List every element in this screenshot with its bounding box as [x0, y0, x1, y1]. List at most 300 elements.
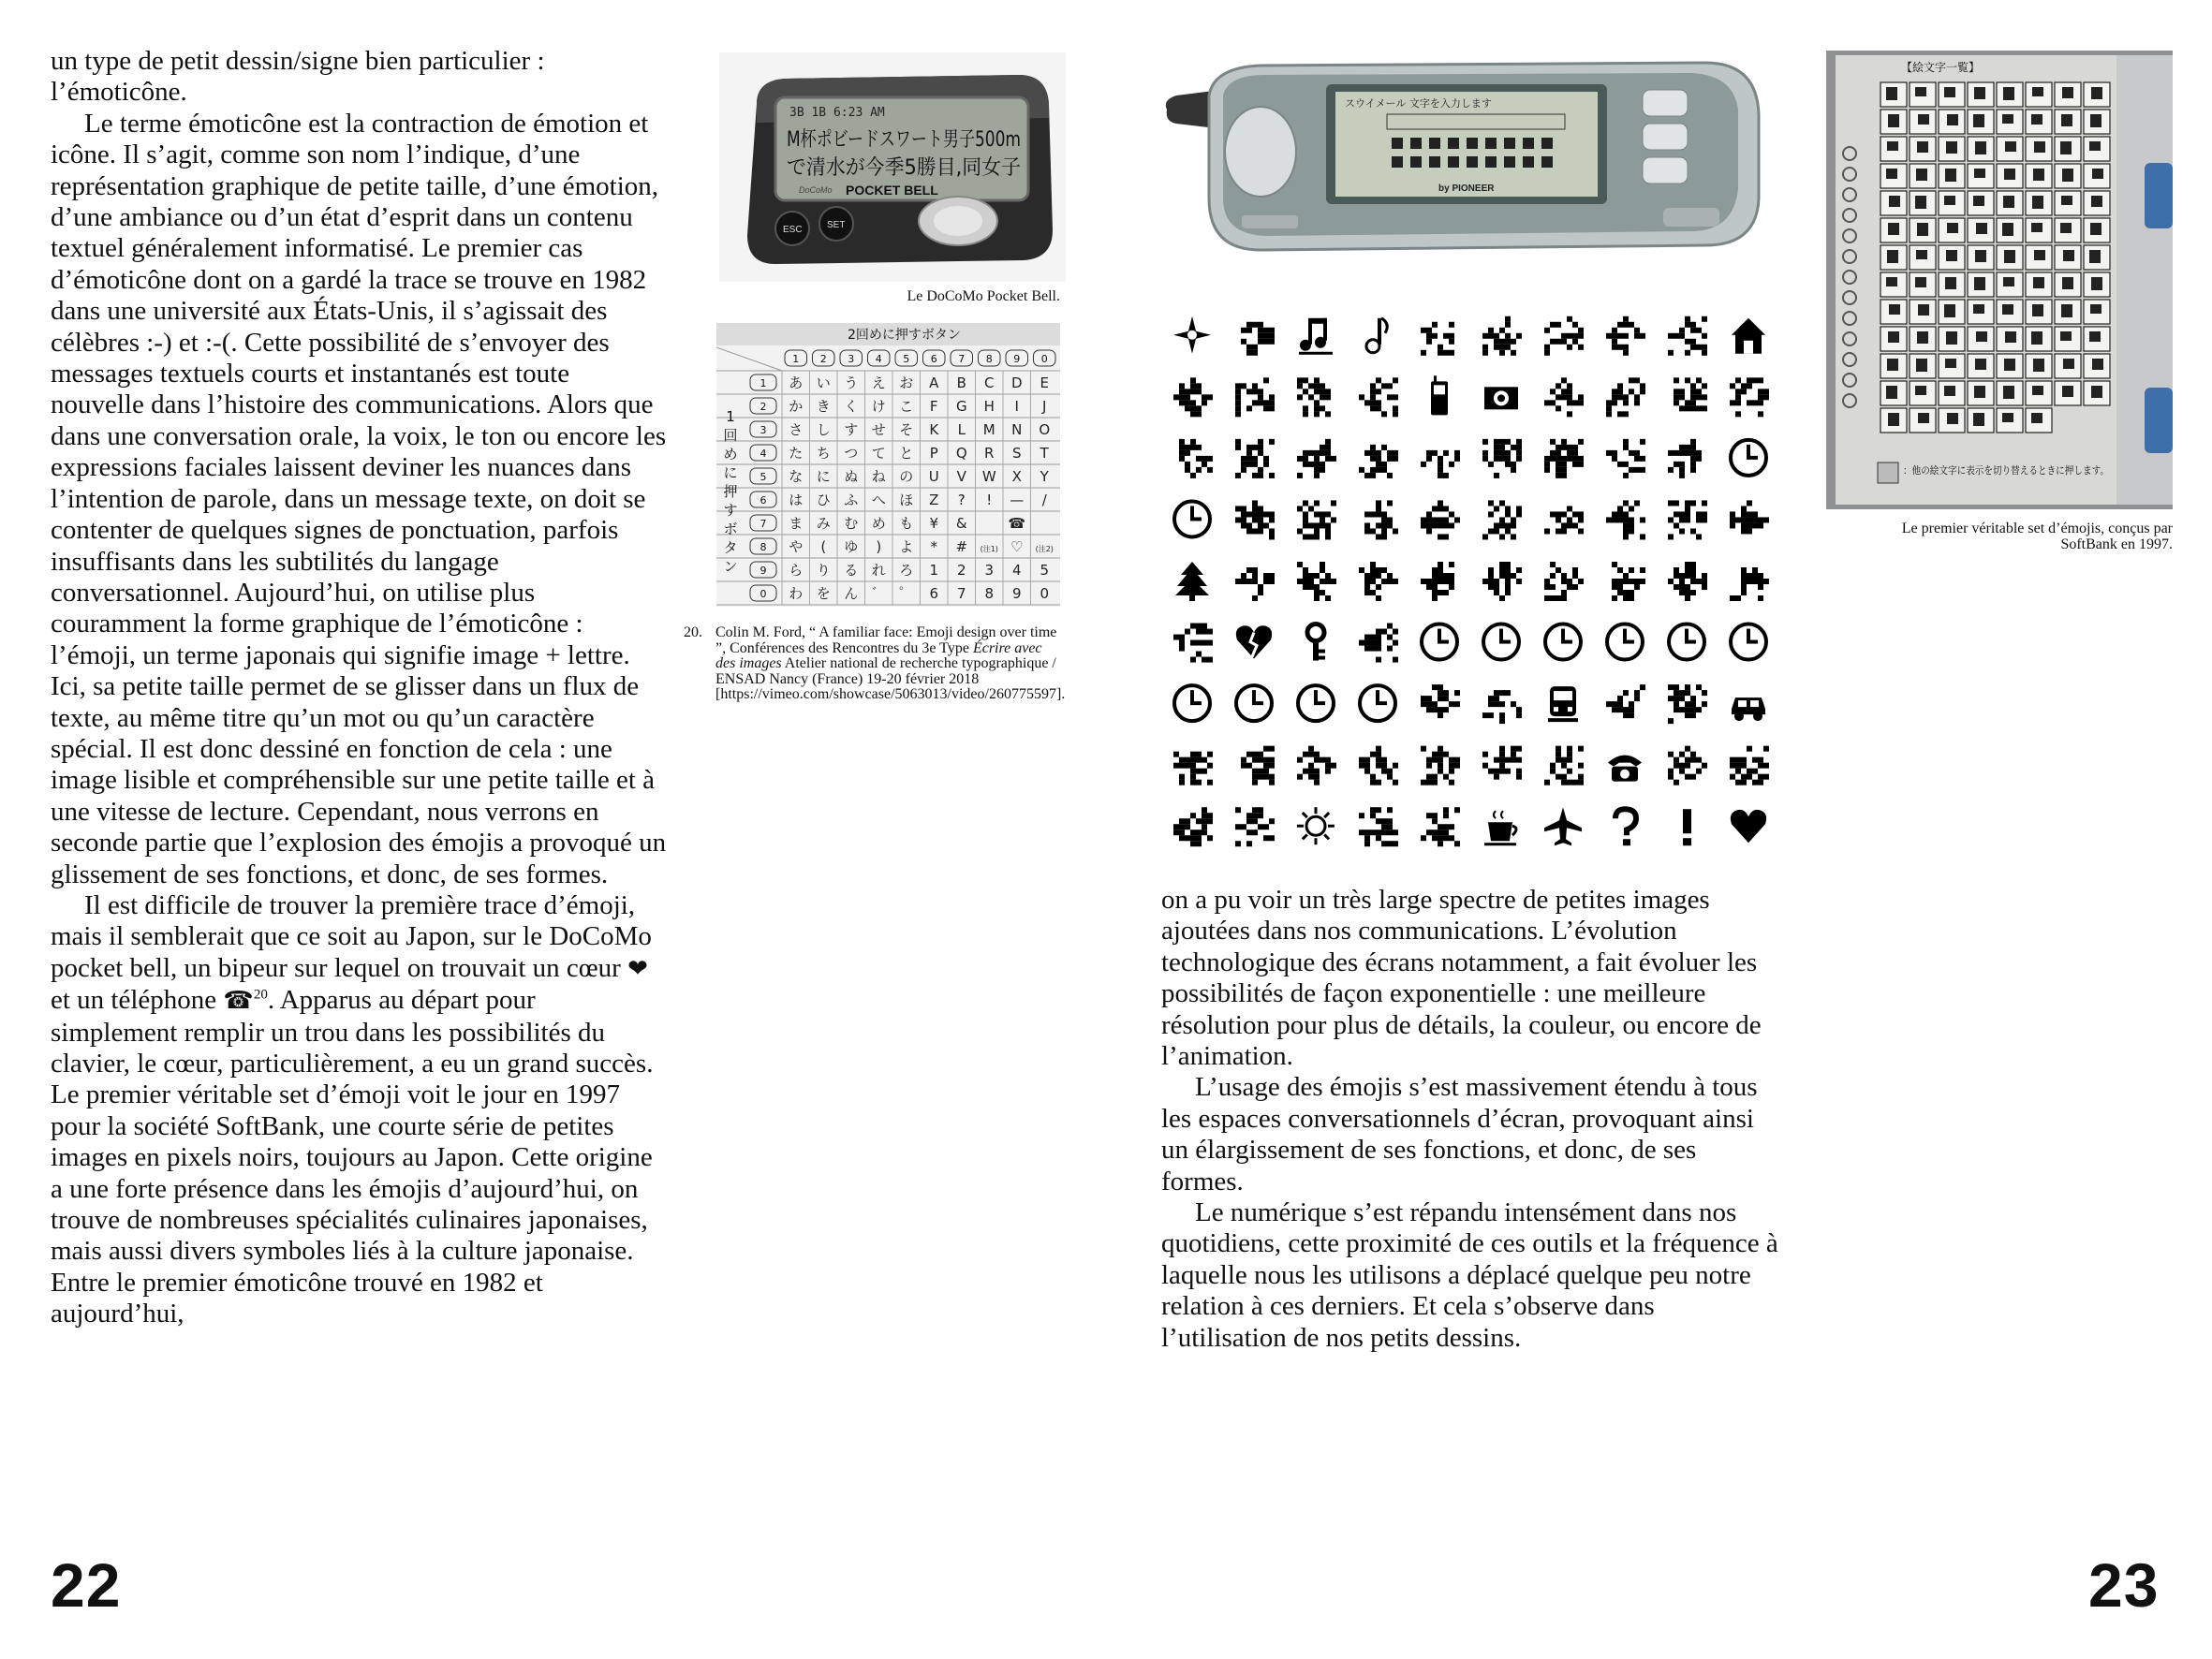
keypad-table-photo — [716, 323, 1060, 607]
row-key-label: 7 — [759, 518, 767, 530]
manual-icon-glyph — [1887, 250, 1898, 263]
table-cell: W — [981, 468, 996, 485]
wink-icon — [1173, 624, 1213, 663]
manual-icon-glyph — [1918, 304, 1929, 316]
woman-head-icon — [1668, 562, 1707, 601]
table-cell: い — [816, 374, 831, 391]
table-cell: 1 — [929, 562, 939, 579]
table-cell: み — [816, 515, 831, 532]
table-cell: け — [871, 398, 886, 415]
manual-icon-glyph — [2003, 386, 2014, 399]
manual-icon-glyph — [1915, 196, 1926, 209]
manual-icon-glyph — [2089, 331, 2101, 342]
truck-icon — [1544, 746, 1584, 785]
col-key-label: 6 — [930, 353, 937, 365]
clock-icon — [1422, 624, 1457, 660]
manual-icon-glyph — [1944, 196, 1955, 205]
table-cell: V — [956, 468, 966, 485]
manual-icon-glyph — [1946, 331, 1957, 345]
table-cell: Z — [929, 492, 939, 508]
pioneer-phone-photo — [1158, 58, 1764, 253]
clock-icon — [1360, 685, 1395, 721]
softbank-title: 【絵文字一覧】 — [1901, 61, 1981, 74]
table-cell: ら — [789, 562, 804, 579]
softbank-manual-photo — [1826, 51, 2173, 509]
clock-icon — [1545, 624, 1581, 660]
side-label-char: ン — [723, 558, 738, 575]
pager-screen-line1: 3B 1B 6:23 AM — [789, 106, 885, 120]
manual-icon-glyph — [1974, 87, 1985, 99]
row-key-label: 4 — [759, 448, 767, 460]
manual-icon-glyph — [1973, 413, 1984, 426]
manual-icon-glyph — [1973, 196, 1984, 206]
manual-icon-glyph — [2062, 169, 2073, 182]
footnote-number: 20. — [684, 624, 702, 640]
manual-icon-glyph — [1947, 223, 1958, 233]
cutlery-icon — [1668, 500, 1707, 539]
row-key-label: 8 — [759, 541, 767, 553]
hand-left-icon — [1173, 807, 1213, 846]
moon-face-icon — [1421, 500, 1460, 539]
pocket-bell-caption: Le DoCoMo Pocket Bell. — [907, 288, 1060, 304]
table-cell: ね — [871, 468, 886, 485]
clock-icon — [1607, 624, 1643, 660]
manual-icon-glyph — [1886, 386, 1897, 399]
manual-icon-glyph — [2033, 359, 2044, 372]
right-text-column — [1161, 885, 1779, 1354]
manual-icon-glyph — [1915, 87, 1926, 96]
paragraph: L’usage des émojis s’est massivement étendu à tous les espaces conversationnels d’écran, provoquant ainsi un élargissement de ses fonctions, et donc, de ses formes. — [1161, 1072, 1758, 1197]
table-cell: つ — [844, 445, 859, 462]
manual-icon-glyph — [1947, 413, 1958, 424]
table-cell: そ — [899, 421, 914, 438]
table-cell: り — [816, 562, 831, 579]
table-cell: ! — [986, 492, 993, 508]
table-cell: R — [984, 445, 995, 462]
memo-icon — [1668, 746, 1707, 785]
pen-icon — [1606, 500, 1645, 539]
col-key-label: 4 — [875, 353, 882, 365]
row-key-label: 3 — [759, 424, 767, 436]
tiger-icon — [1179, 439, 1213, 478]
tree-icon — [1175, 562, 1209, 601]
manual-icon-glyph — [2062, 386, 2073, 397]
table-cell: U — [928, 468, 939, 485]
manual-icon-glyph — [2005, 331, 2016, 343]
table-cell: E — [1040, 374, 1049, 391]
manual-icon-glyph — [1975, 141, 1986, 154]
row-key-label: 6 — [759, 494, 767, 507]
esc-label: ESC — [783, 225, 803, 235]
table-cell: 7 — [956, 585, 966, 602]
bird-icon — [1482, 500, 1522, 539]
table-cell: ) — [876, 538, 882, 555]
pager-model: POCKET BELL — [846, 183, 938, 198]
left-text-column — [51, 46, 669, 1330]
manual-icon-glyph — [1916, 359, 1927, 372]
set-label: SET — [827, 220, 846, 230]
manual-icon-glyph — [2002, 413, 2013, 422]
heart-icon — [1731, 810, 1766, 843]
baby-icon — [1544, 562, 1584, 601]
side-label-char: め — [723, 446, 738, 462]
manual-icon-glyph — [1888, 114, 1899, 127]
key-icon — [1307, 624, 1325, 661]
table-cell: & — [955, 515, 967, 532]
table-cell: ん — [844, 585, 859, 602]
table-cell: わ — [789, 585, 804, 602]
thumbs-up-icon — [1359, 445, 1398, 478]
manual-icon-glyph — [2061, 304, 2072, 317]
table-cell: T — [1040, 445, 1049, 462]
table-cell: (注2) — [1035, 545, 1054, 553]
table-cell: を — [816, 585, 831, 602]
shoe-icon — [1421, 450, 1460, 478]
manual-icon-glyph — [1918, 114, 1929, 125]
manual-icon-glyph — [1974, 169, 1985, 178]
table-cell: ま — [789, 515, 804, 532]
table-cell: J — [1042, 398, 1047, 415]
table-cell: は — [789, 492, 804, 508]
clock-icon — [1174, 501, 1210, 536]
lips-icon — [1544, 439, 1584, 478]
phone-screen-text: スウイメール 文字を入力します — [1345, 97, 1492, 110]
table-cell: も — [899, 515, 914, 532]
side-label-char: に — [723, 464, 738, 481]
coffee-icon — [1484, 811, 1516, 845]
cat-face-icon — [1235, 439, 1275, 478]
paragraph: on a pu voir un très large spectre de petites images ajoutées dans nos communications. L’évolution technologique des écrans notamment, a fait évoluer les possibilités de façon exponentielle : une meilleure résolution pour plus de détails, la couleur, ou encore de l’animation. — [1161, 885, 1762, 1072]
col-key-label: 9 — [1013, 353, 1021, 365]
table-cell: な — [789, 468, 804, 485]
bus-icon — [1606, 684, 1645, 718]
manual-icon-glyph — [2090, 223, 2101, 235]
table-cell: お — [899, 374, 914, 391]
manual-icon-glyph — [2089, 250, 2101, 263]
table-cell: 6 — [929, 585, 939, 602]
row-key-label: 2 — [759, 401, 767, 413]
row-key-label: 0 — [759, 588, 767, 600]
table-cell: や — [789, 538, 804, 555]
pocket-bell-photo — [719, 52, 1066, 282]
manual-icon-glyph — [2004, 359, 2015, 371]
clock-icon — [1483, 624, 1519, 660]
table-cell: て — [871, 445, 886, 462]
bug-icon — [1606, 439, 1645, 478]
table-cell: う — [844, 374, 859, 391]
manual-icon-glyph — [2031, 413, 2042, 423]
table-cell: 4 — [1011, 562, 1022, 579]
manual-icon-glyph — [2031, 223, 2042, 232]
paragraph: Le terme émoticône est la contraction de émotion et icône. Il s’agit, comme son nom l’indique, d’une représentation graphique de petite taille, d’une émotion, d’une ambiance ou d’un état d’esprit dans un contenu textuel généralement informatisé. Le premier cas d’émoticône dont on a gardé la trace se trouve en 1982 dans une université aux États-Unis, il s’agissait des célèbres :-) et :-(. Cette possibilité de s’envoyer des messages textuels courts et instantanés est toute nouvelle dans l’histoire des communications. Alors que dans une conversation orale, la voix, le ton ou encore les expressions faciales laissent deviner les nuances dans l’intention de parole, dans un message texte, on doit se contenter de quelques signes de ponctuation, parfois insuffisants dans les subtilités du langage conversationnel. Aujourd’hui, on utilise plus couramment la forme graphique de l’émoticône : l’émoji, un terme japonais qui signifie image + lettre. Ici, sa petite taille permet de se glisser dans un flux de texte, au même titre qu’un mot ou qu’un caractère spécial. Il est donc dessiné en fonction de cela : une image lisible et compréhensible sur une petite taille et à une vitesse de lecture. Cependant, nous verrons en seconde partie que l’explosion des émojis a provoqué un glissement de ses fonctions, et donc, de ses formes. — [51, 108, 667, 889]
table-cell: と — [899, 445, 914, 462]
footnote-ref[interactable]: 20 — [253, 987, 268, 1003]
table-cell: K — [929, 421, 939, 438]
umbrella-icon — [1421, 807, 1460, 846]
table-cell: あ — [789, 374, 804, 391]
telephone-icon — [1608, 756, 1642, 782]
volcano-icon — [1235, 377, 1275, 417]
table-cell: さ — [789, 421, 804, 438]
table-cell: ( — [820, 538, 827, 555]
scarecrow-icon — [1241, 322, 1275, 356]
manual-icon-glyph — [2002, 304, 2013, 315]
guitar-icon — [1421, 322, 1454, 356]
horse-icon — [1421, 562, 1454, 601]
table-cell: B — [956, 374, 966, 391]
table-cell: F — [929, 398, 938, 415]
manual-icon-glyph — [1886, 169, 1897, 179]
table-cell: — — [1010, 492, 1025, 508]
manual-icon-glyph — [1944, 386, 1955, 396]
table-cell: え — [871, 374, 886, 391]
manual-icon-glyph — [1974, 277, 1985, 290]
table-cell: 8 — [984, 585, 995, 602]
note-icon — [1366, 318, 1387, 353]
heart-icon: ❤ — [627, 954, 648, 983]
paragraph-emoji-origin: Il est difficile de trouver la première trace d’émoji, mais il semblerait que ce soit au Japon, sur le DoCoMo pocket bell, un bipeur sur lequel on trouvait un cœur ❤ et un téléphone ☎$^{20}$. Apparus au départ pour simplement remplir un trou dans les possibilités du clavier, le cœur, particulièrement, a eu un grand succès. Le premier véritable set d’émoji voit le jour en 1997 pour la société SoftBank, une courte série de petites images en pixels noirs, toujours au Japon. Cette origine a une forte présence dans les émojis d’aujourd’hui, on trouve de nombreuses spécialités culinaires japonaises, mais aussi divers symboles liés à la culture japonaise. Entre le premier émoticône trouvé en 1982 et aujourd’hui, — [51, 889, 654, 1329]
manual-icon-glyph — [1918, 413, 1929, 423]
table-cell: 5 — [1040, 562, 1050, 579]
mobile-icon — [1431, 375, 1448, 415]
exclamation-icon — [1683, 809, 1691, 845]
shrine-icon — [1359, 746, 1398, 785]
manual-icon-glyph — [1916, 250, 1927, 259]
sparkle-icon — [1173, 316, 1211, 354]
manual-icon-glyph — [2032, 304, 2043, 316]
table-cell: Y — [1040, 468, 1049, 485]
manual-icon-glyph — [2060, 331, 2072, 341]
monkey-icon — [1482, 562, 1522, 601]
row-key-label: 9 — [759, 565, 767, 577]
pager-screen-line3: で清水が今季5勝目,同女子 — [787, 156, 1021, 180]
ship-icon — [1544, 377, 1584, 417]
paragraph: un type de petit dessin/signe bien particulier : l’émoticône. — [51, 46, 545, 108]
softbank-note: ：他の絵文字に表示を切り替えるときに押します。 — [1903, 464, 2140, 477]
manual-icon-glyph — [2033, 169, 2044, 181]
clock-icon — [1236, 685, 1272, 721]
manual-icon-glyph — [1888, 413, 1899, 426]
table-cell: L — [957, 421, 966, 438]
col-key-label: 1 — [792, 353, 800, 365]
manual-icon-glyph — [1976, 223, 1987, 234]
manual-icon-glyph — [1889, 304, 1900, 315]
table-cell: 0 — [1040, 585, 1050, 602]
sun-face-icon — [1421, 684, 1460, 718]
manual-icon-glyph — [1888, 223, 1899, 235]
manual-icon-glyph — [1944, 304, 1955, 317]
table-cell: ひ — [816, 492, 831, 508]
table-cell: き — [816, 398, 831, 415]
manual-icon-glyph — [1886, 277, 1897, 286]
footnote-text: Colin M. Ford, “ A familiar face: Emoji design over time ”, Conférences des Rencontres du 3e Type Écrire avec des images Atelier national de recherche typographique / ENSAD Nancy (France) 19-20 février 2018 [https://vimeo.com/showcase/5063013/video/260775597]. — [715, 624, 1066, 702]
man-head-icon — [1612, 562, 1645, 601]
manual-icon-glyph — [2004, 250, 2015, 263]
onigiri-icon — [1297, 500, 1336, 539]
sunrise-icon — [1364, 500, 1398, 539]
table-cell: (注1) — [980, 545, 998, 553]
ghost-icon — [1235, 567, 1275, 601]
table-cell: の — [899, 468, 914, 485]
side-label-char: 1 — [726, 408, 735, 425]
table-cell: Q — [955, 445, 967, 462]
table-cell: た — [789, 445, 804, 462]
col-key-label: 5 — [903, 353, 910, 365]
clock-icon — [1174, 685, 1210, 721]
manual-icon-glyph — [1973, 114, 1984, 127]
mug-icon — [1606, 377, 1645, 417]
broken-heart-icon — [1236, 625, 1272, 658]
table-cell: へ — [871, 492, 886, 508]
table-cell: ゛ — [871, 585, 886, 602]
manual-icon-glyph — [1973, 304, 1984, 314]
bear-icon — [1730, 377, 1769, 417]
table-cell: ふ — [844, 492, 859, 508]
page-number-left: 22 — [51, 1550, 122, 1620]
table-cell: O — [1039, 421, 1051, 438]
glasses-icon — [1730, 500, 1769, 534]
manual-icon-glyph — [2002, 223, 2013, 236]
manual-icon-glyph — [1974, 386, 1985, 398]
fax-icon — [1359, 377, 1398, 417]
table-cell: し — [816, 421, 831, 438]
softbank-emoji-grid — [1161, 304, 1779, 857]
side-label-char: 回 — [723, 427, 738, 444]
table-cell: A — [929, 374, 939, 391]
clock-icon — [1298, 685, 1334, 721]
manual-icon-glyph — [1945, 359, 1956, 368]
table-cell: か — [789, 398, 804, 415]
row-key-label: 1 — [759, 377, 767, 389]
col-key-label: 8 — [985, 353, 993, 365]
table-cell: ぬ — [844, 468, 859, 485]
manual-icon-glyph — [1975, 359, 1986, 370]
table-cell: ゆ — [844, 538, 859, 555]
side-label-char: ボ — [723, 521, 738, 537]
table-cell: S — [1011, 445, 1022, 462]
table-cell: く — [844, 398, 859, 415]
pudding-icon — [1235, 500, 1275, 539]
table-cell: 3 — [984, 562, 995, 579]
manual-icon-glyph — [2034, 250, 2045, 260]
table-cell: る — [844, 562, 859, 579]
table-cell: す — [844, 421, 859, 438]
phone-brand: by PIONEER — [1438, 184, 1495, 194]
table-cell: * — [930, 538, 937, 555]
spark-icon — [1359, 624, 1398, 663]
table-cell: ♡ — [1010, 538, 1024, 555]
manual-icon-glyph — [2004, 169, 2015, 180]
table-cell: M — [982, 421, 995, 438]
manual-icon-glyph — [1887, 359, 1898, 371]
manual-icon-glyph — [2005, 141, 2016, 152]
snowman-icon — [1297, 746, 1336, 785]
table-cell: に — [816, 468, 831, 485]
side-label-char: タ — [723, 539, 738, 556]
page-number-right: 23 — [2088, 1550, 2160, 1620]
sailboat-icon — [1482, 746, 1522, 780]
manual-icon-glyph — [2002, 114, 2013, 124]
manual-icon-glyph — [1916, 169, 1927, 181]
manual-icon-glyph — [1976, 331, 1987, 342]
manual-icon-glyph — [1886, 87, 1897, 100]
table-cell: れ — [871, 562, 886, 579]
manual-icon-glyph — [2034, 141, 2045, 153]
manual-icon-glyph — [2032, 386, 2043, 395]
table-cell: ☎ — [1008, 515, 1026, 532]
col-key-label: 3 — [848, 353, 855, 365]
manual-icon-glyph — [1888, 331, 1899, 343]
manual-icon-glyph — [2031, 331, 2042, 345]
cat-icon — [1297, 562, 1336, 601]
table-cell: I — [1014, 398, 1019, 415]
lemon-icon — [1359, 807, 1398, 846]
manual-icon-glyph — [2090, 114, 2101, 127]
manual-icon-glyph — [2060, 223, 2072, 233]
table-cell: # — [955, 538, 968, 555]
table-cell: H — [983, 398, 995, 415]
manual-icon-glyph — [2091, 196, 2102, 207]
manual-icon-glyph — [1917, 223, 1928, 236]
side-label-char: 押 — [723, 483, 738, 500]
manual-icon-glyph — [1887, 141, 1898, 151]
table-cell: め — [871, 515, 886, 532]
pizza-icon — [1297, 439, 1336, 478]
kid-icon — [1730, 567, 1769, 601]
paragraph: Le numérique s’est répandu intensément dans nos quotidiens, cette proximité de ces outils et la fréquence à laquelle nous les utilisons a déplacé quelque peu notre relation à ces derniers. Et cela s’observe dans l’utilisation de nos petits dessins. — [1161, 1197, 1778, 1353]
col-key-label: 2 — [819, 353, 827, 365]
manual-icon-glyph — [1944, 87, 1955, 97]
table-cell: 9 — [1011, 585, 1022, 602]
manual-icon-glyph — [1915, 277, 1926, 287]
keytable-header: 2回めに押すボタン — [848, 328, 961, 343]
softbank-caption: Le premier véritable set d’émojis, conçus par SoftBank en 1997. — [1901, 521, 2173, 552]
col-key-label: 0 — [1040, 353, 1048, 365]
table-cell: ? — [957, 492, 966, 508]
manual-icon-glyph — [1946, 250, 1957, 261]
manual-icon-glyph — [2060, 141, 2072, 154]
table-cell: ¥ — [929, 515, 939, 532]
clock-icon — [1731, 440, 1766, 476]
manual-icon-glyph — [1975, 250, 1986, 262]
manual-icon-glyph — [1946, 141, 1957, 154]
table-cell: N — [1011, 421, 1023, 438]
row-key-label: 5 — [759, 471, 767, 483]
table-cell: む — [844, 515, 859, 532]
manual-icon-glyph — [1945, 169, 1956, 182]
side-label-char: す — [723, 502, 738, 519]
table-cell: C — [984, 374, 995, 391]
snail-icon — [1544, 506, 1584, 534]
dog-car-icon — [1359, 562, 1398, 601]
manual-icon-glyph — [1889, 196, 1900, 207]
manual-icon-glyph — [2032, 196, 2043, 209]
bell-robot-icon — [1674, 377, 1707, 411]
pager-screen-line2: M杯ポビードスワート男子500m — [787, 128, 1021, 152]
table-cell: 2 — [956, 562, 966, 579]
table-cell: ほ — [899, 492, 914, 508]
gear-icon — [1668, 439, 1702, 478]
manual-icon-glyph — [1917, 141, 1928, 153]
manual-icon-glyph — [2033, 277, 2044, 288]
manual-icon-glyph — [2061, 196, 2072, 205]
manual-icon-glyph — [2061, 114, 2072, 126]
clock-icon — [1731, 624, 1766, 660]
manual-icon-glyph — [2063, 359, 2074, 369]
sun-icon — [1297, 807, 1335, 844]
dancer-icon — [1241, 746, 1275, 785]
clock-icon — [1669, 624, 1704, 660]
